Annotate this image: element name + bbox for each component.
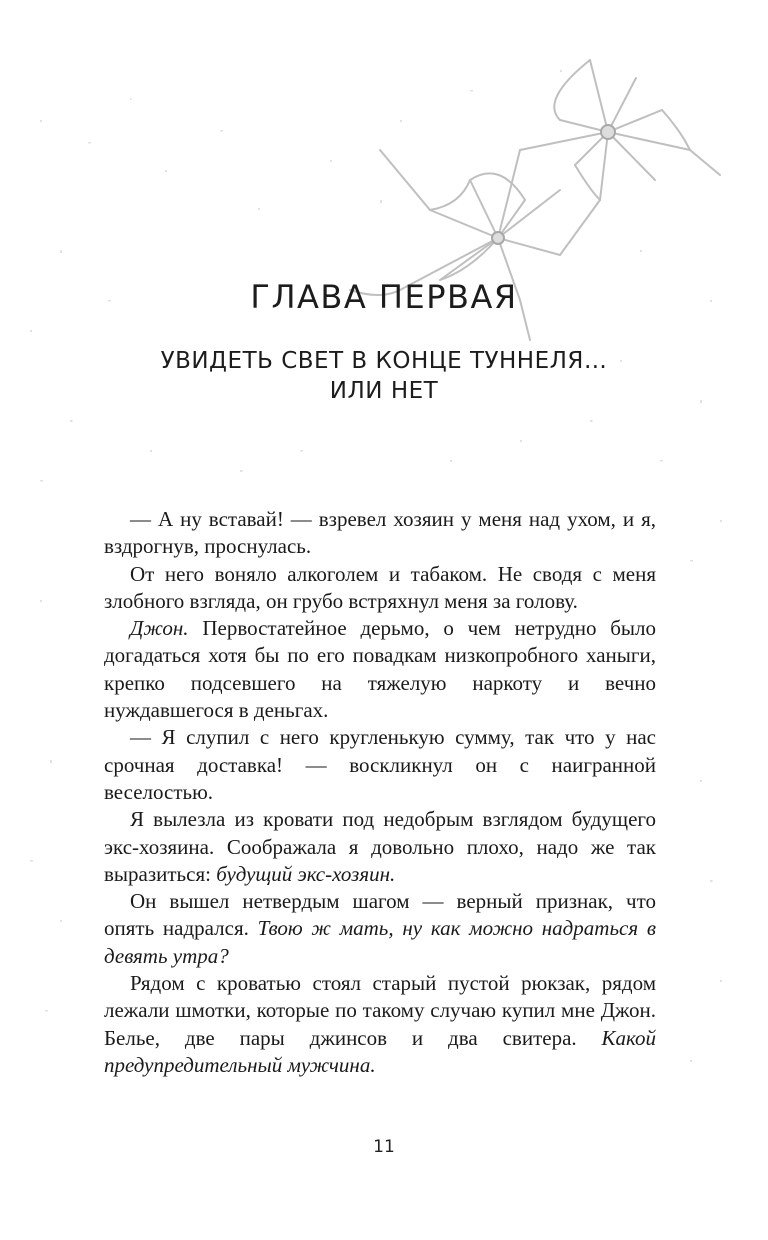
paragraph (104, 506, 656, 561)
chapter-subtitle (0, 346, 768, 406)
paragraph (104, 724, 656, 806)
paragraph (104, 561, 656, 616)
chapter-title: ГЛАВА ПЕРВАЯ (250, 278, 518, 316)
paragraph-text: — Я слупил с него кругленькую сумму, так что у нас срочная доставка! — воскликнул он с наигранной веселостью. (104, 725, 656, 804)
italic-text: Какой предупредительный мужчина. (104, 1025, 656, 1077)
paragraph-text: Он вышел нетвердым шагом — верный признак, что опять надрался. (104, 889, 656, 941)
chapter-subtitle-line-2: ИЛИ НЕТ (329, 378, 439, 404)
paragraph (104, 615, 656, 724)
paragraph-text: Первостатейное дерьмо, о чем нетрудно было догадаться хотя бы по его повадкам низкопробного ханыги, крепко подсевшего на тяжелую наркоту и вечно нуждавшегося в деньгах. (104, 616, 656, 723)
paragraph-text: От него воняло алкоголем и табаком. Не сводя с меня злобного взгляда, он грубо встряхнул меня за голову. (104, 561, 656, 613)
paragraph (104, 970, 656, 1079)
paragraph (104, 888, 656, 970)
italic-text: Твою ж мать, ну как можно надраться в девять утра? (104, 916, 656, 968)
body-text (104, 506, 656, 1079)
chapter-subtitle-line-1: УВИДЕТЬ СВЕТ В КОНЦЕ ТУННЕЛЯ… (160, 348, 608, 374)
paragraph-text: — А ну вставай! — взревел хозяин у меня над ухом, и я, вздрогнув, проснулась. (104, 507, 656, 559)
paragraph (104, 806, 656, 888)
page-number: 11 (373, 1137, 395, 1157)
italic-text: Джон. (130, 616, 189, 641)
italic-text: будущий экс-хозяин. (216, 861, 396, 886)
paragraph-text: Я вылезла из кровати под недобрым взглядом будущего экс-хозяина. Соображала я довольно плохо, надо же так выразиться: (104, 807, 656, 886)
paragraph-text: Рядом с кроватью стоял старый пустой рюкзак, рядом лежали шмотки, которые по такому случаю купил мне Джон. Белье, две пары джинсов и два свитера. (104, 971, 656, 1050)
